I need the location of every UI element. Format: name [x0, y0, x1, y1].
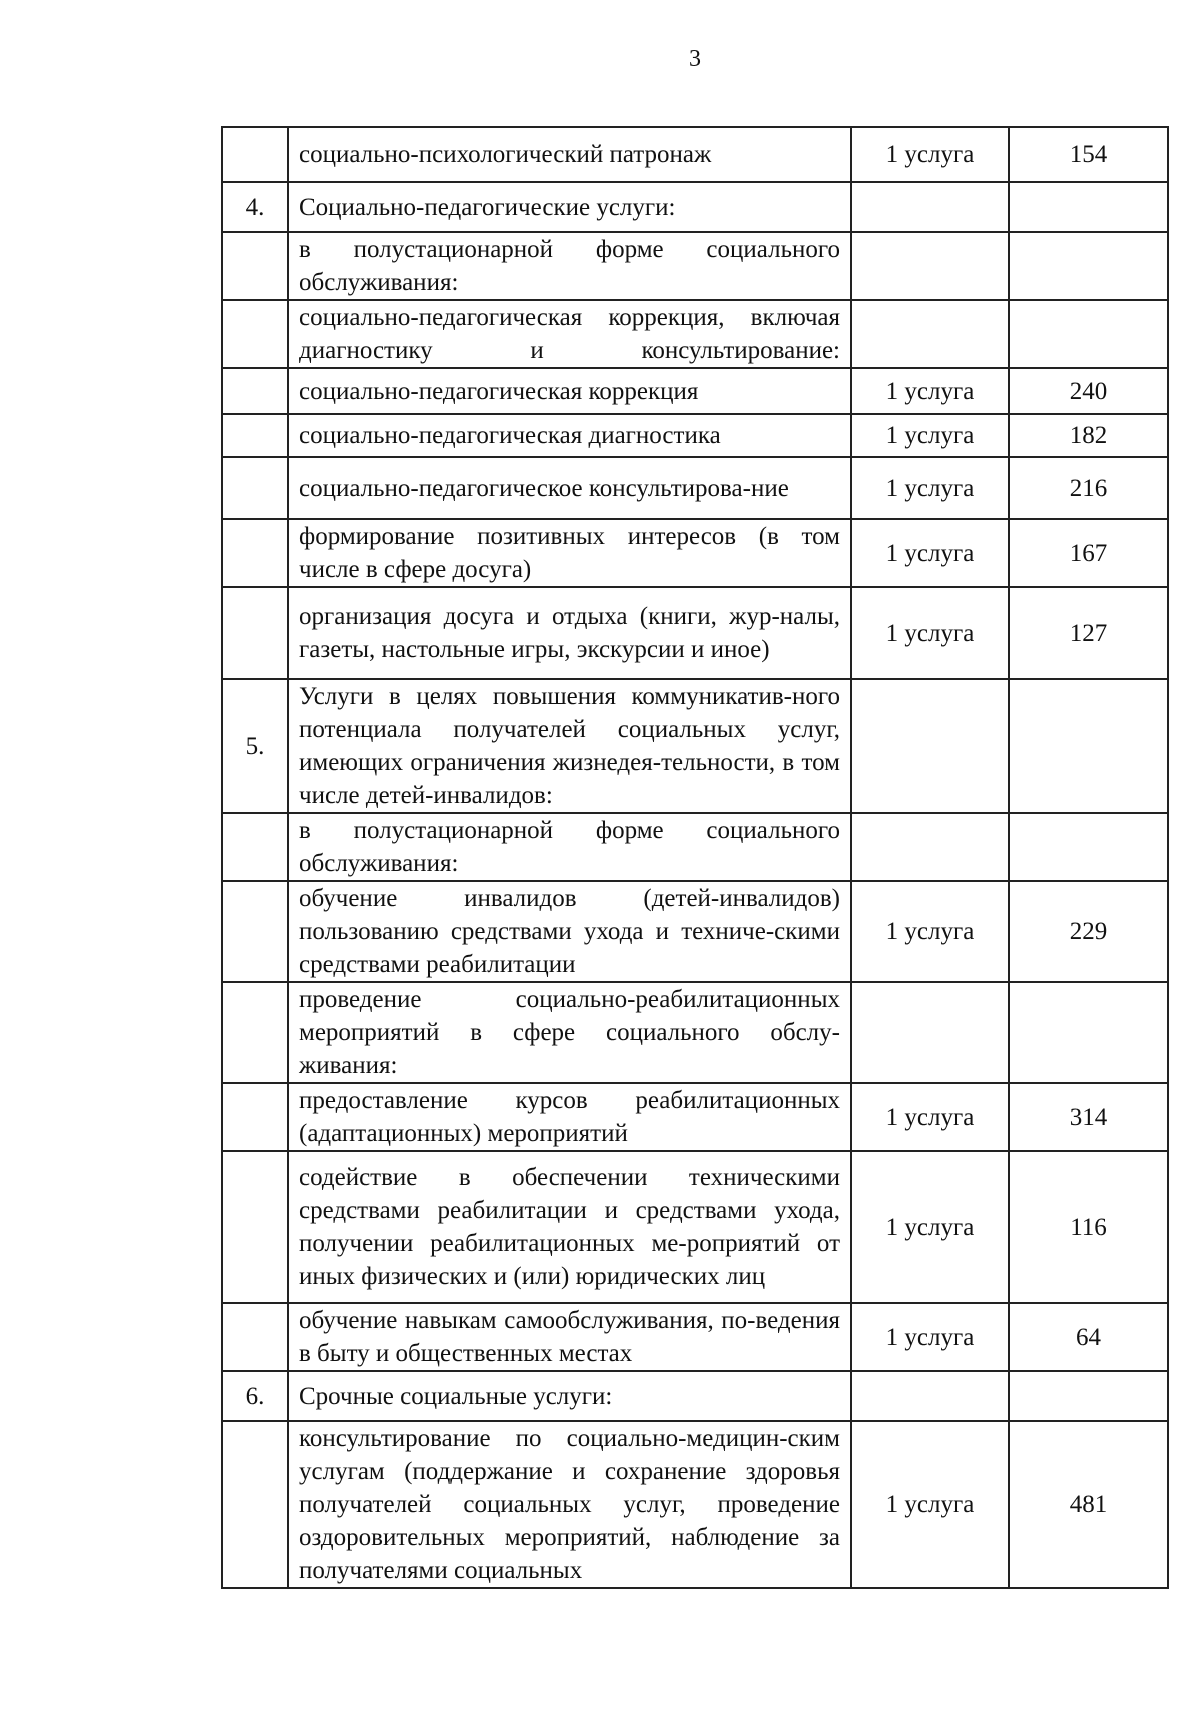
service-name-cell: Социально-педагогические услуги:	[288, 182, 851, 232]
unit-cell: 1 услуга	[851, 587, 1009, 679]
table-row	[222, 414, 1168, 457]
service-name-cell: содействие в обеспечении техническими средствами реабилитации и средствами ухода, получении реабилитационных ме-роприятий от иных физических и (или) юридических лиц	[288, 1151, 851, 1303]
price-cell	[1009, 182, 1168, 232]
row-number-cell	[222, 368, 288, 414]
price-cell: 229	[1009, 881, 1168, 982]
service-name-cell: консультирование по социально-медицин-ским услугам (поддержание и сохранение здоровья получателей социальных услуг, проведение оздоровительных мероприятий, наблюдение за получателями социальных	[288, 1421, 851, 1588]
row-number-cell	[222, 519, 288, 587]
table-row	[222, 1421, 1168, 1588]
row-number-cell: 6.	[222, 1371, 288, 1421]
row-number-cell	[222, 1083, 288, 1151]
unit-cell	[851, 300, 1009, 368]
row-number-cell: 4.	[222, 182, 288, 232]
price-cell: 182	[1009, 414, 1168, 457]
table-row	[222, 1151, 1168, 1303]
unit-cell	[851, 182, 1009, 232]
table-row	[222, 1371, 1168, 1421]
table-row	[222, 368, 1168, 414]
price-cell	[1009, 1371, 1168, 1421]
row-number-cell	[222, 414, 288, 457]
price-cell: 127	[1009, 587, 1168, 679]
row-number-cell	[222, 982, 288, 1083]
unit-cell: 1 услуга	[851, 414, 1009, 457]
price-cell	[1009, 813, 1168, 881]
row-number-cell	[222, 813, 288, 881]
price-cell: 216	[1009, 457, 1168, 519]
row-number-cell: 5.	[222, 679, 288, 813]
unit-cell: 1 услуга	[851, 1421, 1009, 1588]
table-row	[222, 587, 1168, 679]
service-name-cell: Срочные социальные услуги:	[288, 1371, 851, 1421]
table-row	[222, 457, 1168, 519]
table-row	[222, 232, 1168, 300]
row-number-cell	[222, 1421, 288, 1588]
price-cell	[1009, 982, 1168, 1083]
service-name-cell: социально-педагогическое консультирова-ние	[288, 457, 851, 519]
table-row	[222, 519, 1168, 587]
unit-cell	[851, 679, 1009, 813]
price-cell: 167	[1009, 519, 1168, 587]
price-cell: 154	[1009, 127, 1168, 182]
unit-cell	[851, 1371, 1009, 1421]
service-name-cell: Услуги в целях повышения коммуникатив-ного потенциала получателей социальных услуг, имеющих ограничения жизнедея-тельности, в том числе детей-инвалидов:	[288, 679, 851, 813]
service-name-cell: предоставление курсов реабилитационных (адаптационных) мероприятий	[288, 1083, 851, 1151]
service-name-cell: организация досуга и отдыха (книги, жур-налы, газеты, настольные игры, экскурсии и иное)	[288, 587, 851, 679]
unit-cell	[851, 813, 1009, 881]
unit-cell: 1 услуга	[851, 881, 1009, 982]
table-row	[222, 881, 1168, 982]
row-number-cell	[222, 232, 288, 300]
service-name-cell: в полустационарной форме социального обслуживания:	[288, 813, 851, 881]
table-row	[222, 182, 1168, 232]
table-row	[222, 813, 1168, 881]
price-cell: 64	[1009, 1303, 1168, 1371]
service-name-cell: обучение навыкам самообслуживания, по-ведения в быту и общественных местах	[288, 1303, 851, 1371]
price-cell	[1009, 679, 1168, 813]
price-cell	[1009, 300, 1168, 368]
service-name-cell: формирование позитивных интересов (в том числе в сфере досуга)	[288, 519, 851, 587]
row-number-cell	[222, 881, 288, 982]
service-name-cell: проведение социально-реабилитационных мероприятий в сфере социального обслу-живания:	[288, 982, 851, 1083]
table-row	[222, 127, 1168, 182]
unit-cell: 1 услуга	[851, 127, 1009, 182]
page-number: 3	[689, 46, 701, 72]
unit-cell: 1 услуга	[851, 457, 1009, 519]
unit-cell: 1 услуга	[851, 1151, 1009, 1303]
price-cell: 240	[1009, 368, 1168, 414]
unit-cell: 1 услуга	[851, 368, 1009, 414]
table-row	[222, 982, 1168, 1083]
unit-cell: 1 услуга	[851, 519, 1009, 587]
row-number-cell	[222, 127, 288, 182]
service-name-cell: социально-педагогическая диагностика	[288, 414, 851, 457]
service-name-cell: социально-педагогическая коррекция	[288, 368, 851, 414]
table-row	[222, 1083, 1168, 1151]
unit-cell	[851, 982, 1009, 1083]
price-cell: 116	[1009, 1151, 1168, 1303]
tariff-table	[221, 126, 1169, 1589]
row-number-cell	[222, 457, 288, 519]
row-number-cell	[222, 1303, 288, 1371]
unit-cell	[851, 232, 1009, 300]
row-number-cell	[222, 300, 288, 368]
table-body	[222, 127, 1168, 1588]
service-name-cell: в полустационарной форме социального обслуживания:	[288, 232, 851, 300]
row-number-cell	[222, 587, 288, 679]
table-row	[222, 1303, 1168, 1371]
unit-cell: 1 услуга	[851, 1083, 1009, 1151]
table-row	[222, 679, 1168, 813]
service-name-cell: социально-педагогическая коррекция, включая диагностику и консультирование:	[288, 300, 851, 368]
service-name-cell: обучение инвалидов (детей-инвалидов) пользованию средствами ухода и техниче-скими средствами реабилитации	[288, 881, 851, 982]
price-cell: 314	[1009, 1083, 1168, 1151]
price-cell: 481	[1009, 1421, 1168, 1588]
price-cell	[1009, 232, 1168, 300]
unit-cell: 1 услуга	[851, 1303, 1009, 1371]
service-name-cell: социально-психологический патронаж	[288, 127, 851, 182]
row-number-cell	[222, 1151, 288, 1303]
table-row	[222, 300, 1168, 368]
